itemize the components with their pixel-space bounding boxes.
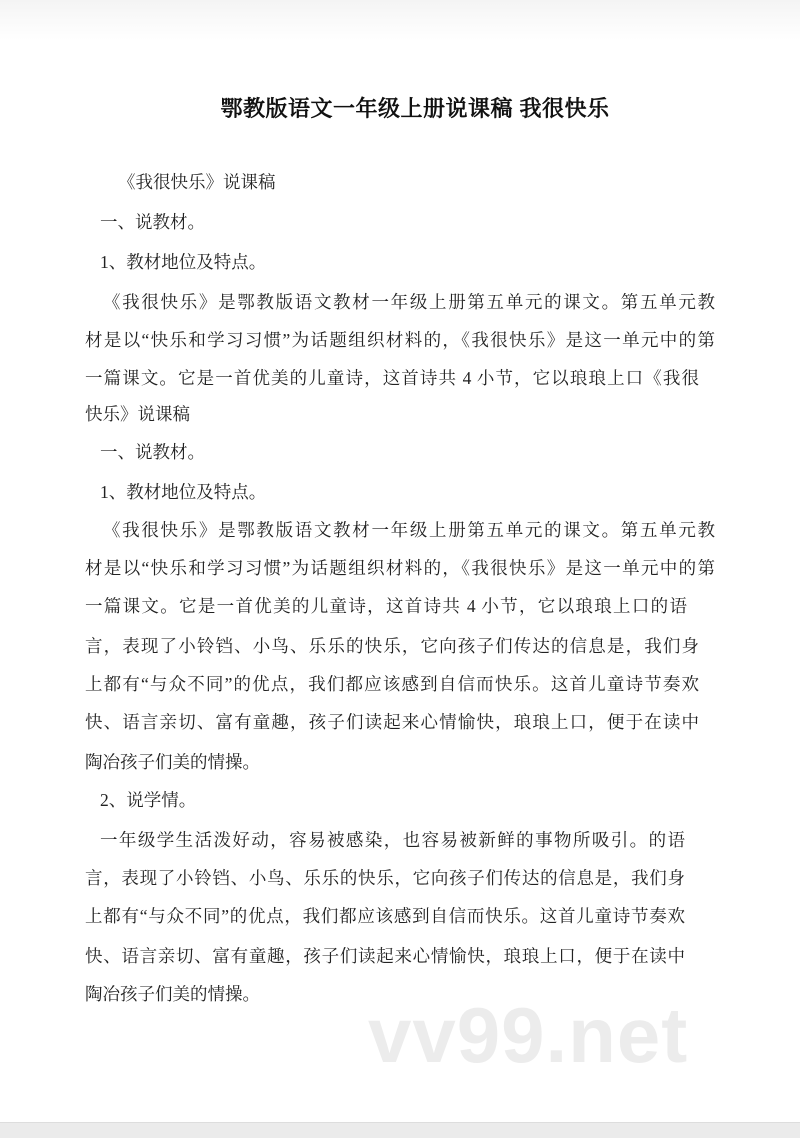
paragraph-line: 言，表现了小铃铛、小鸟、乐乐的快乐，它向孩子们传达的信息是，我们身	[85, 868, 685, 888]
paragraph-line: 陶冶孩子们美的情操。	[85, 752, 260, 772]
paragraph-line: 言，表现了小铃铛、小鸟、乐乐的快乐，它向孩子们传达的信息是，我们身	[85, 636, 699, 656]
section-heading: 一、说教材。	[100, 212, 205, 232]
paragraph-line: 材是以“快乐和学习习惯”为话题组织材料的，《我很快乐》是这一单元中的第	[85, 558, 715, 578]
top-bar	[0, 0, 800, 40]
paragraph-line: 快、语言亲切、富有童趣，孩子们读起来心情愉快，琅琅上口，便于在读中	[85, 946, 685, 966]
paragraph-line: 材是以“快乐和学习习惯”为话题组织材料的，《我很快乐》是这一单元中的第	[85, 330, 715, 350]
paragraph-line: 《我很快乐》是鄂教版语文教材一年级上册第五单元的课文。第五单元教	[103, 292, 715, 312]
page-title: 鄂教版语文一年级上册说课稿 我很快乐	[220, 96, 610, 121]
subtitle: 《我很快乐》说课稿	[118, 172, 276, 192]
paragraph-line: 上都有“与众不同”的优点，我们都应该感到自信而快乐。这首儿童诗节奏欢	[85, 906, 685, 926]
paragraph-line: 快乐》说课稿	[85, 404, 190, 424]
paragraph-line: 《我很快乐》是鄂教版语文教材一年级上册第五单元的课文。第五单元教	[103, 520, 715, 540]
section-heading: 一、说教材。	[100, 442, 205, 462]
paragraph-line: 一篇课文。它是一首优美的儿童诗，这首诗共 4 小节，它以琅琅上口的语	[85, 596, 687, 616]
paragraph-line: 快、语言亲切、富有童趣，孩子们读起来心情愉快，琅琅上口，便于在读中	[85, 712, 699, 732]
watermark: vv99.net	[368, 991, 689, 1079]
paragraph-line: 一年级学生活泼好动，容易被感染，也容易被新鲜的事物所吸引。的语	[100, 830, 685, 850]
subsection-heading: 2、说学情。	[100, 790, 197, 810]
subsection-heading: 1、教材地位及特点。	[100, 252, 267, 272]
bottom-bar	[0, 1122, 800, 1138]
paragraph-line: 陶冶孩子们美的情操。	[85, 984, 260, 1004]
paragraph-line: 上都有“与众不同”的优点，我们都应该感到自信而快乐。这首儿童诗节奏欢	[85, 674, 699, 694]
paragraph-line: 一篇课文。它是一首优美的儿童诗，这首诗共 4 小节，它以琅琅上口《我很	[85, 368, 699, 388]
subsection-heading: 1、教材地位及特点。	[100, 482, 267, 502]
